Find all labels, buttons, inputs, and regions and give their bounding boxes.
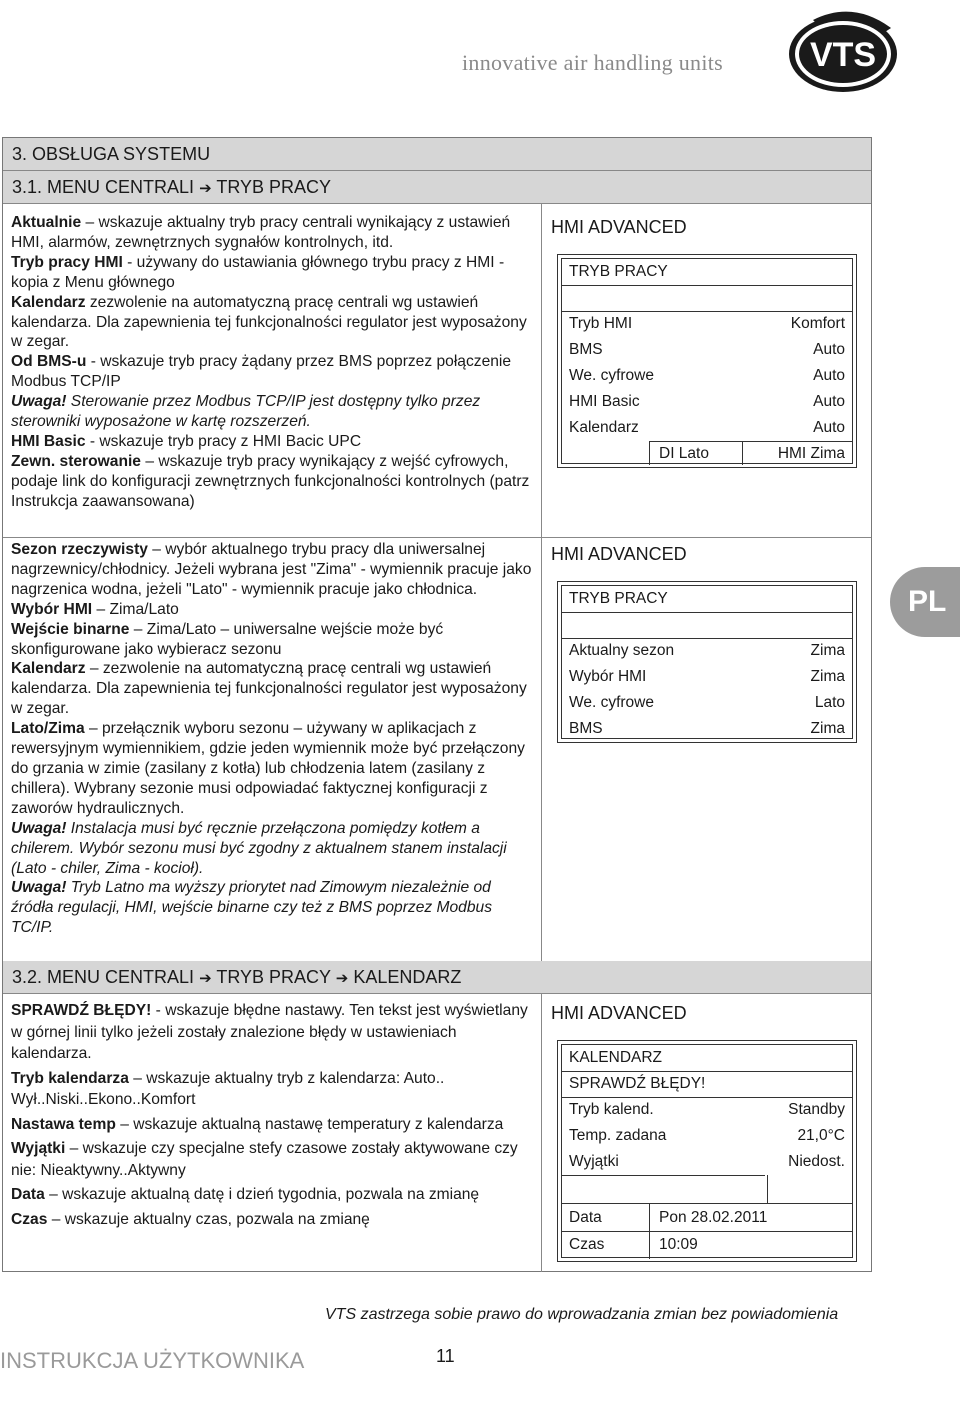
screen-title: TRYB PRACY xyxy=(569,590,668,607)
section-title: 3. OBSŁUGA SYSTEMU xyxy=(3,138,871,171)
column-divider xyxy=(541,994,542,1272)
screen-row[interactable]: Tryb kalend. Standby xyxy=(569,1101,845,1118)
subsection-title-3-1: 3.1. MENU CENTRALI ➔ TRYB PRACY xyxy=(3,171,871,204)
tryb-pracy-description: Aktualnie – wskazuje aktualny tryb pracy centrali wynikający z ustawień HMI, alarmów, zewnętrznych sygnałów kontrolnych, itd. Tryb pracy HMI - używany do ustawiania głównego trybu pracy z HMI - kopia z Menu głównego Kalendarz zezwolenie na automatyczną pracę centrali wg ustawień kalendarza. Dla zapewnienia tej funkcjonalności regulator jest wyposażony w zegar. Od BMS-u - wskazuje tryb pracy żądany przez BMS poprzez połączenie Modbus TCP/IP Uwaga! Sterowanie przez Modbus TCP/IP jest dostępny tylko przez sterowniki wyposażone w kartę rozszerzeń. HMI Basic - wskazuje tryb pracy z HMI Bacic UPC Zewn. sterowanie – wskazuje tryb pracy wynikający z wejść cyfrowych, podaje link do konfiguracji zewnętrznych funkcjonalności kontrolnych (patrz Instrukcja zaawansowana) xyxy=(11,214,530,510)
hmi-screen-tryb-pracy xyxy=(557,254,857,468)
screen-row[interactable]: Tryb HMI Komfort xyxy=(569,315,845,332)
screen-row[interactable]: Wyjątki Niedost. xyxy=(569,1153,845,1170)
time-row[interactable]: Czas 10:09 xyxy=(569,1236,698,1253)
screen-row[interactable]: DI Lato HMI Zima xyxy=(659,445,845,462)
column-divider xyxy=(541,204,542,961)
screen-row[interactable]: HMI Basic Auto xyxy=(569,393,845,410)
screen-row[interactable]: Wybór HMI Zima xyxy=(569,668,845,685)
arrow-icon: ➔ xyxy=(335,970,349,987)
screen-title: KALENDARZ xyxy=(569,1049,663,1066)
row-divider xyxy=(3,537,871,538)
screen-row[interactable]: We. cyfrowe Auto xyxy=(569,367,845,384)
screen-row[interactable]: We. cyfrowe Lato xyxy=(569,694,845,711)
subsection-title-3-2: 3.2. MENU CENTRALI ➔ TRYB PRACY ➔ KALENDARZ xyxy=(3,961,871,994)
arrow-icon: ➔ xyxy=(199,970,212,987)
sezon-description: Sezon rzeczywisty – wybór aktualnego trybu pracy dla uniwersalnej nagrzewnicy/chłodnicy. Jeżeli wybrana jest "Zima" - wymiennik pracuje jako nagrzenica wodna, jeżeli "Lato" - wymiennik pracuje jako chłodnica. Wybór HMI – Zima/Lato Wejście binarne – Zima/Lato – uniwersalne wejście może być skonfigurowane jako wybieracz sezonu Kalendarz – zezwolenie na automatyczną pracę centrali wg ustawień kalendarza. Dla zapewnienia tej funkcjonalności regulator jest wyposażony w zegar. Lato/Zima – przełącznik wyboru sezonu – używany w aplikacjach z rewersyjnym wymiennikiem, gdzie jeden wymiennik może być przełączony do grzania w zimie (zasilany z kotła) lub chłodzenia latem (zasilany z chillera). Wybrany sezonie musi odpowiadać faktycznej konfiguracji z zaworów hydraulicznych. Uwaga! Instalacja musi być ręcznie przełączona pomiędzy kotłem a chilerem. Wybór sezonu musi być zgodny z aktualnem stanem instalacji (Lato - chiler, Zima - kocioł). Uwaga! Tryb Latno ma wyższy priorytet nad Zimowym niezależnie od źródła regulacji, HMI, wejście binarne czy też z BMS poprzez Modbus TC/IP. xyxy=(11,541,532,937)
screen-row[interactable]: BMS Zima xyxy=(569,720,845,737)
error-status: SPRAWDŹ BŁĘDY! xyxy=(569,1075,706,1092)
screen-row[interactable]: BMS Auto xyxy=(569,341,845,358)
date-row[interactable]: Data Pon 28.02.2011 xyxy=(569,1209,768,1226)
brand-tagline: innovative air handling units xyxy=(462,50,724,75)
hmi-screen-kalendarz xyxy=(557,1040,857,1262)
footer-note: VTS zastrzega sobie prawo do wprowadzania zmian bez powiadomienia xyxy=(325,1306,839,1323)
screen-row[interactable]: Aktualny sezon Zima xyxy=(569,642,845,659)
screen-row[interactable]: Temp. zadana 21,0°C xyxy=(569,1127,845,1144)
screen-row[interactable]: Kalendarz Auto xyxy=(569,419,845,436)
manual-title: INSTRUKCJA UŻYTKOWNIKA xyxy=(0,1348,305,1373)
hmi-screen-sezon xyxy=(557,581,857,743)
kalendarz-description: SPRAWDŹ BŁĘDY! - wskazuje błędne nastawy. Ten tekst jest wyświetlany w górnej linii tylko jeżeli zostały znalezione błędy w ustawieniach kalendarza. Tryb kalendarza – wskazuje aktualny tryb z kalendarza: Auto.. Wył..Niski..Ekono..Komfort Nastawa temp – wskazuje aktualną nastawę temperatury z kalendarza Wyjątki – wskazuje czy specjalne stefy czasowe zostały aktywowane czy nie: Nieaktywny..Aktywny Data – wskazuje aktualną datę i dzień tygodnia, pozwala na zmianę Czas – wskazuje aktualny czas, pozwala na zmianę xyxy=(11,1002,528,1228)
screen-title: TRYB PRACY xyxy=(569,263,668,280)
hmi-advanced-label: HMI ADVANCED xyxy=(551,1003,687,1023)
vts-logo xyxy=(783,6,901,98)
arrow-icon: ➔ xyxy=(199,180,212,197)
svg-text:VTS: VTS xyxy=(809,36,877,74)
page-number: 11 xyxy=(436,1346,455,1366)
hmi-advanced-label: HMI ADVANCED xyxy=(551,544,687,564)
hmi-advanced-label: HMI ADVANCED xyxy=(551,217,687,237)
language-tab: PL xyxy=(890,567,960,637)
